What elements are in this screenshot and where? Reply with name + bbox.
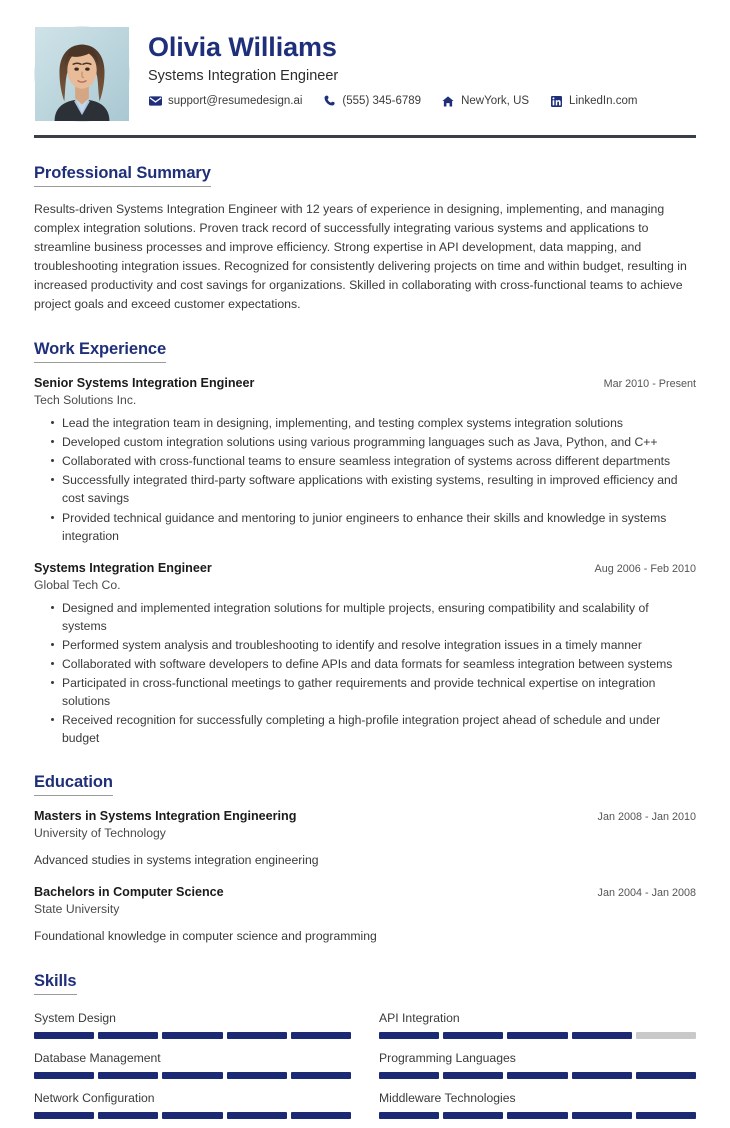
skill-rating-bar bbox=[379, 1032, 696, 1039]
header-text bbox=[130, 26, 696, 107]
skill-segment bbox=[443, 1032, 503, 1039]
skill-label: Programming Languages bbox=[379, 1050, 516, 1065]
contact-location[interactable] bbox=[441, 95, 529, 107]
skill-segment bbox=[636, 1032, 696, 1039]
skill-segment bbox=[443, 1112, 503, 1119]
skill-segment bbox=[98, 1072, 158, 1079]
section-skills bbox=[34, 972, 696, 1128]
list-item: Developed custom integration solutions using various programming languages such as Java, Python, and C++ bbox=[51, 433, 696, 451]
experience-title: Systems Integration Engineer bbox=[34, 560, 212, 575]
skill-label: System Design bbox=[34, 1010, 116, 1025]
skill-segment bbox=[34, 1072, 94, 1079]
phone-icon bbox=[322, 95, 336, 107]
contact-linkedin[interactable] bbox=[549, 95, 637, 107]
skill-item bbox=[379, 1088, 696, 1128]
section-professional-summary bbox=[34, 164, 696, 314]
skill-segment bbox=[507, 1112, 567, 1119]
skill-segment bbox=[98, 1112, 158, 1119]
skill-segment bbox=[227, 1032, 287, 1039]
section-heading-summary: Professional Summary bbox=[34, 164, 211, 187]
skill-segment bbox=[443, 1072, 503, 1079]
education-entry bbox=[34, 809, 696, 869]
skill-segment bbox=[636, 1112, 696, 1119]
list-item: Participated in cross-functional meetings to gather requirements and provide technical expertise on integration solutions bbox=[51, 674, 696, 710]
list-item: Performed system analysis and troubleshooting to identify and resolve integration issues in a timely manner bbox=[51, 636, 696, 654]
skill-rating-bar bbox=[379, 1112, 696, 1119]
experience-entry bbox=[34, 376, 696, 544]
contact-email[interactable] bbox=[148, 95, 302, 107]
education-degree: Bachelors in Computer Science bbox=[34, 885, 224, 900]
skill-item bbox=[34, 1048, 351, 1088]
section-heading-skills: Skills bbox=[34, 972, 77, 995]
skill-segment bbox=[162, 1032, 222, 1039]
skill-segment bbox=[291, 1072, 351, 1079]
experience-bullets bbox=[34, 599, 696, 747]
list-item: Designed and implemented integration solutions for multiple projects, ensuring compatibility and scalability of systems bbox=[51, 599, 696, 635]
skill-rating-bar bbox=[34, 1032, 351, 1039]
skill-segment bbox=[572, 1112, 632, 1119]
skill-segment bbox=[162, 1072, 222, 1079]
skill-segment bbox=[636, 1072, 696, 1079]
list-item: Collaborated with software developers to define APIs and data formats for seamless integration between systems bbox=[51, 655, 696, 673]
skill-item bbox=[34, 1088, 351, 1128]
full-name: Olivia Williams bbox=[148, 32, 337, 62]
skill-segment bbox=[291, 1032, 351, 1039]
skill-segment bbox=[379, 1072, 439, 1079]
linkedin-icon bbox=[549, 95, 563, 107]
skill-segment bbox=[291, 1112, 351, 1119]
section-heading-education: Education bbox=[34, 773, 113, 796]
experience-date: Mar 2010 - Present bbox=[603, 378, 696, 391]
experience-company: Global Tech Co. bbox=[34, 577, 121, 592]
skill-label: Database Management bbox=[34, 1050, 161, 1065]
skill-item bbox=[34, 1008, 351, 1048]
skill-segment bbox=[162, 1112, 222, 1119]
education-school: State University bbox=[34, 902, 120, 917]
skills-grid bbox=[34, 1008, 696, 1128]
skill-segment bbox=[98, 1032, 158, 1039]
education-date: Jan 2004 - Jan 2008 bbox=[597, 887, 696, 900]
contact-phone-text: (555) 345-6789 bbox=[342, 95, 422, 108]
education-description: Foundational knowledge in computer science and programming bbox=[34, 929, 377, 944]
experience-bullets bbox=[34, 414, 696, 544]
list-item: Lead the integration team in designing, implementing, and testing complex systems integration solutions bbox=[51, 414, 696, 432]
education-entry bbox=[34, 885, 696, 945]
summary-text: Results-driven Systems Integration Engineer with 12 years of experience in designing, implementing, and managing complex integration solutions. Proven track record of successfully integrating various systems and applications to streamline business processes and improve efficiency. Strong expertise in API development, data mapping, and troubleshooting integration issues. Recognized for consistently delivering projects on time and within budget, resulting in increased productivity and cost savings for organizations. Skilled in collaborating with cross-functional teams to achieve project goals and exceed customer expectations. bbox=[34, 202, 687, 312]
education-date: Jan 2008 - Jan 2010 bbox=[597, 810, 696, 823]
skill-segment bbox=[572, 1072, 632, 1079]
skill-label: Middleware Technologies bbox=[379, 1090, 516, 1105]
job-title: Systems Integration Engineer bbox=[148, 68, 339, 85]
contact-list bbox=[148, 95, 696, 107]
skill-label: API Integration bbox=[379, 1010, 460, 1025]
section-heading-experience: Work Experience bbox=[34, 340, 166, 363]
list-item: Provided technical guidance and mentoring to junior engineers to enhance their skills and knowledge in systems integration bbox=[51, 509, 696, 545]
section-work-experience bbox=[34, 340, 696, 747]
education-description: Advanced studies in systems integration engineering bbox=[34, 852, 319, 867]
list-item: Collaborated with cross-functional teams to ensure seamless integration of systems across different departments bbox=[51, 452, 696, 470]
list-item: Successfully integrated third-party software applications with existing systems, resulting in improved efficiency and cost savings bbox=[51, 471, 696, 507]
skill-rating-bar bbox=[379, 1072, 696, 1079]
contact-phone[interactable] bbox=[322, 95, 421, 107]
experience-entry bbox=[34, 561, 696, 747]
skill-label: Network Configuration bbox=[34, 1090, 155, 1105]
list-item: Received recognition for successfully completing a high-profile integration project ahead of schedule and under budget bbox=[51, 711, 696, 747]
skill-rating-bar bbox=[34, 1112, 351, 1119]
education-degree: Masters in Systems Integration Engineering bbox=[34, 808, 297, 823]
contact-linkedin-text: LinkedIn.com bbox=[569, 95, 638, 108]
experience-company: Tech Solutions Inc. bbox=[34, 393, 137, 408]
section-education bbox=[34, 773, 696, 946]
header-divider bbox=[34, 135, 696, 138]
skill-segment bbox=[227, 1112, 287, 1119]
email-icon bbox=[148, 95, 162, 107]
experience-title: Senior Systems Integration Engineer bbox=[34, 376, 255, 391]
skill-segment bbox=[34, 1032, 94, 1039]
home-icon bbox=[441, 95, 455, 107]
portrait-photo-icon bbox=[35, 27, 129, 121]
contact-email-text: support@resumedesign.ai bbox=[168, 95, 303, 108]
experience-date: Aug 2006 - Feb 2010 bbox=[594, 562, 696, 575]
avatar bbox=[34, 26, 130, 122]
skill-rating-bar bbox=[34, 1072, 351, 1079]
skill-segment bbox=[379, 1032, 439, 1039]
resume-header bbox=[34, 0, 696, 122]
contact-location-text: NewYork, US bbox=[461, 95, 530, 108]
skill-segment bbox=[34, 1112, 94, 1119]
skill-segment bbox=[379, 1112, 439, 1119]
education-school: University of Technology bbox=[34, 825, 166, 840]
skill-segment bbox=[572, 1032, 632, 1039]
skill-segment bbox=[507, 1072, 567, 1079]
skill-segment bbox=[507, 1032, 567, 1039]
skill-item bbox=[379, 1048, 696, 1088]
skill-segment bbox=[227, 1072, 287, 1079]
skill-item bbox=[379, 1008, 696, 1048]
